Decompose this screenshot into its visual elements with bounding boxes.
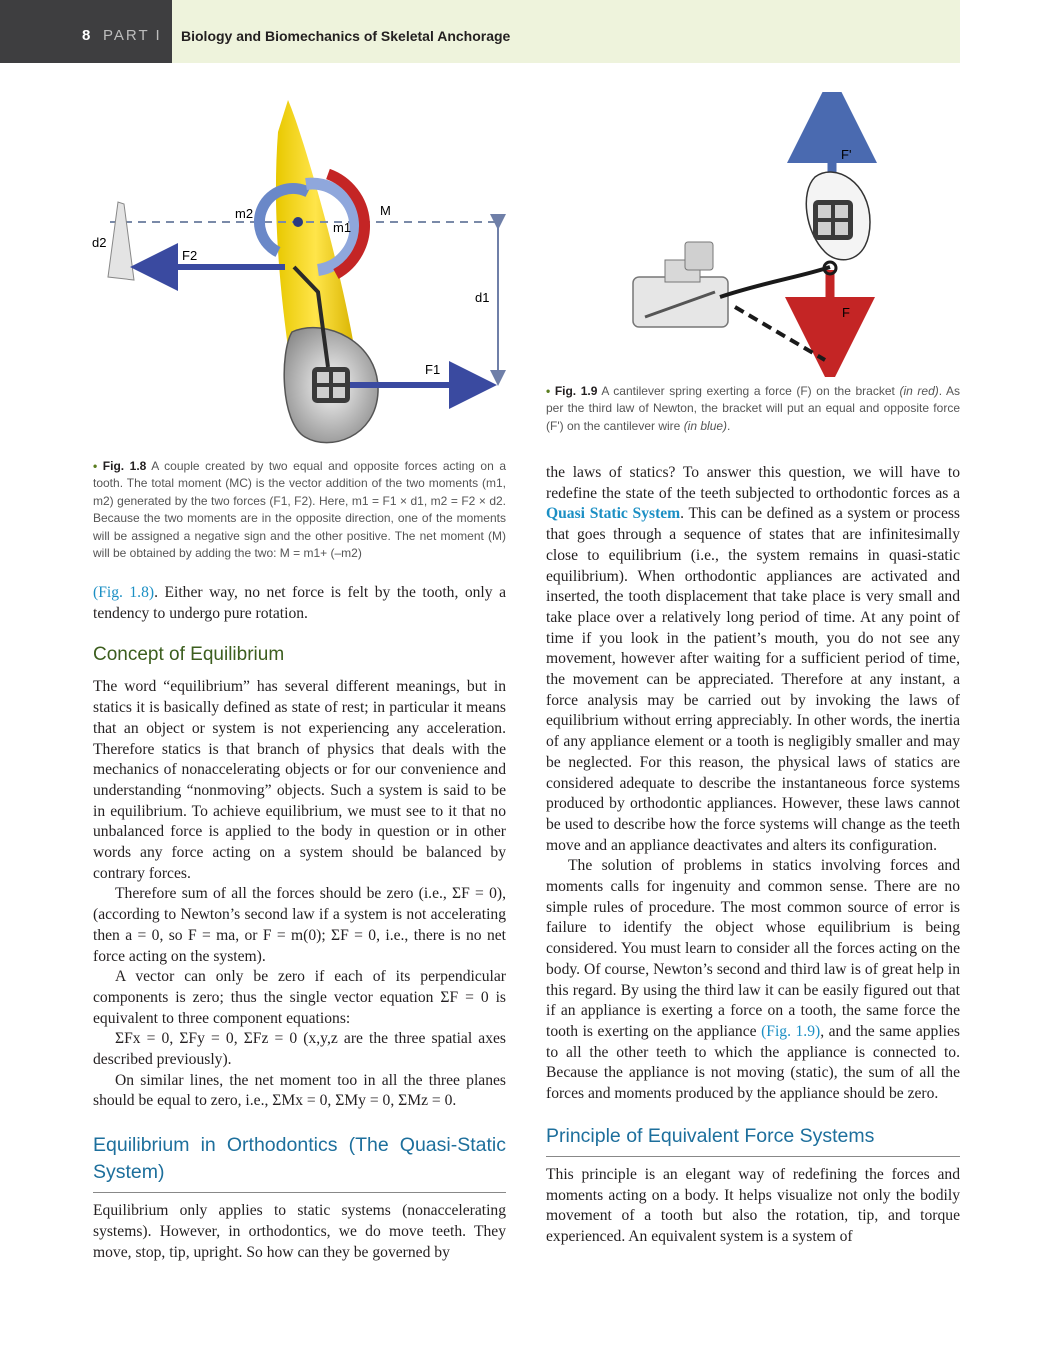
section-heading: Equilibrium in Orthodontics (The Quasi-Static System): [93, 1132, 506, 1193]
figure-1-9-caption: • Fig. 1.9 A cantilever spring exerting a force (F) on the bracket (in red). As per the third law of Newton, the bracket will put an equal and opposite force (F') on the cantilever wire (in blue).: [546, 384, 961, 433]
label-d1: d1: [475, 290, 490, 305]
probe-icon: [108, 202, 134, 280]
cantilever-wire: [720, 267, 830, 297]
label-moment: M: [380, 203, 391, 218]
center-of-resistance: [293, 217, 303, 227]
passive-wire: [735, 307, 825, 360]
left-column: (Fig. 1.8). Either way, no net force is felt by the tooth, only a tendency to undergo pure rotation. Concept of Equilibrium The word “equilibrium” has several different meanings, but in statics it is basically defined as state of rest; in particular it means that an object or system is not experiencing any acceleration. Therefore statics is that branch of physics that deals with the mechanics of nonaccelerating objects or for our convenience and understanding “nonmoving” objects. Such a system is said to be in equilibrium. To achieve equilibrium, we must see to it that no unbalanced force is applied to the body in question or in other words any force acting on a system should be balanced by contrary forces. Therefore sum of all the forces should be zero (i.e., ΣF = 0), (according to Newton’s second law if a system is not accelerating then a = 0, so F = ma, or F = m(0); ΣF = 0, i.e., there is no net force acting on the system). A vector can only be zero if each of its perpendicular components is zero; thus the single vector equation ΣF = 0 is equivalent to three component equations: ΣFx = 0, ΣFy = 0, ΣFz = 0 (x,y,z are the three spatial axes described previously). On similar lines, the net moment too in all the three planes should be equal to zero, i.e., ΣMx = 0, ΣMy = 0, ΣMz = 0. Equilibrium in Orthodontics (The Quasi-Static System) Equilibrium only applies to static systems (nonaccelerating systems). However, in orthodontics, we do move teeth. They move, stop, tip, upright. So how can they be governed by: [93, 583, 506, 1263]
paragraph: Equilibrium only applies to static systems (nonaccelerating systems). However, in orthodontics, we do move teeth. They move, stop, tip, upright. So how can they be governed by: [93, 1202, 506, 1261]
figure-1-8: [80, 92, 520, 452]
label-f1: F1: [425, 362, 441, 377]
label-f2: F2: [182, 248, 198, 263]
paragraph: Therefore sum of all the forces should be zero (i.e., ΣF = 0), (according to Newton’s second law if a system is not accelerating then a = 0, so F = ma, or F = m(0); ΣF = 0, i.e., there is no net force acting on the system).: [93, 885, 506, 965]
caption-label: Fig. 1.8: [102, 459, 147, 473]
paragraph: A vector can only be zero if each of its perpendicular components is zero; thus the single vector equation ΣF = 0 is equivalent to three component equations:: [93, 968, 506, 1027]
label-d2: d2: [92, 235, 107, 250]
label-f: F: [842, 305, 850, 320]
label-m2: m2: [235, 206, 254, 221]
caption-label: Fig. 1.9: [554, 384, 598, 398]
figure-reference[interactable]: (Fig. 1.9): [761, 1022, 821, 1040]
chapter-title: Biology and Biomechanics of Skeletal Anchorage: [181, 28, 511, 44]
paragraph: This principle is an elegant way of redefining the forces and moments acting on a body. It helps visualize not only the bodily movement of a tooth but also the rotation, tip, and torque experienced. An equivalent system is a system of: [546, 1165, 960, 1245]
bracket: [813, 200, 853, 240]
part-label: PART I: [103, 27, 162, 44]
figure-reference[interactable]: (Fig. 1.8): [93, 584, 155, 601]
label-f-prime: F': [841, 147, 852, 162]
glossary-term[interactable]: Quasi Static System: [546, 505, 681, 523]
paragraph: ΣFx = 0, ΣFy = 0, ΣFz = 0 (x,y,z are the three spatial axes described previously).: [93, 1030, 506, 1069]
paragraph: The word “equilibrium” has several different meanings, but in statics it is basically defined as state of rest; in particular it means that an object or system is not experiencing any acceleration. Therefore statics is that branch of physics that deals with the mechanics of nonaccelerating objects or for our convenience and understanding “nonmoving” objects. Such a system is said to be in equilibrium. To achieve equilibrium, we must see to it that no unbalanced force is applied to the body in question or in other words any force acting on a system should be balanced by contrary forces.: [93, 678, 506, 882]
paragraph: On similar lines, the net moment too in all the three planes should be equal to zero, i.e., ΣMx = 0, ΣMy = 0, ΣMz = 0.: [93, 1071, 506, 1110]
right-column: the laws of statics? To answer this question, we will have to redefine the state of the teeth subjected to orthodontic forces as a Quasi Static System. This can be defined as a system or process that goes through a sequence of states that are infinitesimally close to equilibrium (i.e., the system remains in quasi-static equilibrium). When orthodontic appliances are activated and inserted, the tooth displacement that take place is very small and take place over a relatively long period of time. At any point of time if you look in the patient’s mouth, you do not see any movement, however after waiting for a sufficient period of time, the movement can be appreciated. Therefore at any instant, a force analysis may be carried out by invoking the laws of equilibrium without erring appreciably. In other words, the inertia of any appliance element or a tooth is negligibly smaller and may be neglected. For this reason, the physical laws of statics are considered adequate to describe the instantaneous force systems produced by orthodontic appliances. However, these laws cannot be used to describe how the force systems will change as the teeth move and an appliance deactivates and alters its configuration. The solution of problems in statics involving forces and moments calls for ingenuity and common sense. There are no simple rules of procedure. The most common source of error is failure to identify the object whose equilibrium is being considered. You must learn to consider all the forces acting on the body. Of course, Newton’s second and third law is of great help in this regard. By using the third law it can be easily figured out that if an appliance is exerting a force on a tooth, the same force the tooth is exerting on the appliance (Fig. 1.9), and the same applies to all the other teeth to which the appliance is connected to. Because the appliance is not moving (static), the sum of all the forces and moments produced by the appliance should be zero. Principle of Equivalent Force Systems This principle is an elegant way of redefining the forces and moments acting on a body. It helps visualize not only the bodily movement of a tooth but also the rotation, tip, and torque experienced. An equivalent system is a system of: [546, 463, 960, 1248]
figure-1-9: [625, 92, 890, 377]
label-m1: m1: [333, 220, 352, 235]
section-heading: Principle of Equivalent Force Systems: [546, 1123, 960, 1157]
section-heading: Concept of Equilibrium: [93, 644, 285, 666]
figure-1-8-caption: • Fig. 1.8 A couple created by two equal and opposite forces acting on a tooth. The total moment (MC) is the vector addition of the two moments (m1, m2) generated by the two forces (F1, F2). Here, m1 = F1 × d1, m2 = F2 × d2. Because the two moments are in the opposite direction, one of the moments will be assigned a negative sign and the other positive. The net moment (M) will be obtained by adding the two: M = m1+ (–m2): [93, 459, 507, 561]
page-number: 8: [82, 27, 91, 44]
bracket: [312, 367, 350, 403]
molar-tube: [633, 242, 728, 327]
